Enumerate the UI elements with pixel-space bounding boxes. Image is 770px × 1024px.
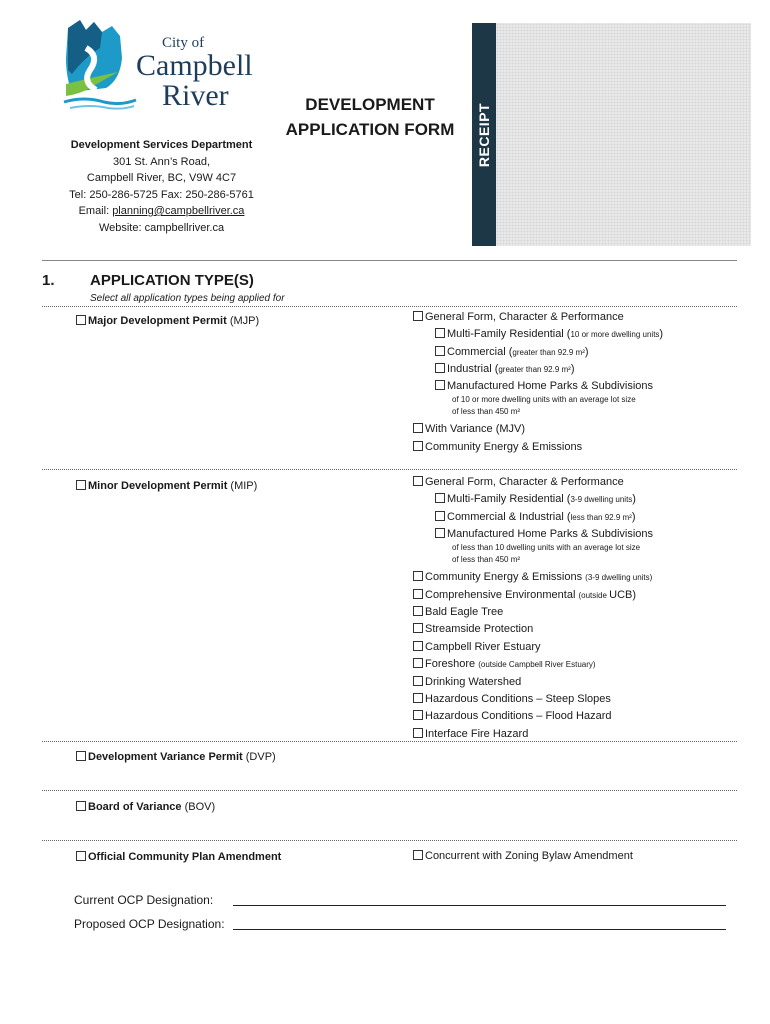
section-number: 1. <box>42 272 55 289</box>
option-label: Multi-Family Residential ( <box>447 493 571 505</box>
mip-opt-dw[interactable] <box>413 675 521 689</box>
mip-opt-sp[interactable] <box>413 622 533 636</box>
checkbox-icon[interactable] <box>413 658 423 668</box>
ocp-opt-concurrent[interactable] <box>413 849 633 863</box>
option-detail: 10 or more dwelling units <box>570 330 660 339</box>
current-ocp-label: Current OCP Designation: <box>74 893 214 907</box>
checkbox-icon[interactable] <box>413 423 423 433</box>
checkbox-icon[interactable] <box>413 850 423 860</box>
mip-opt-hss[interactable] <box>413 692 611 706</box>
logo-mark-icon <box>60 18 140 114</box>
option-detail: (outside Campbell River Estuary) <box>478 660 596 669</box>
logo-text-city-of: City of <box>162 35 205 51</box>
mip-opt-mfr[interactable] <box>435 492 636 507</box>
email-link[interactable]: planning@campbellriver.ca <box>112 205 245 217</box>
option-detail: greater than 92.9 m² <box>498 365 571 374</box>
form-title-line-1: DEVELOPMENT <box>305 95 435 114</box>
checkbox-icon[interactable] <box>76 315 86 325</box>
checkbox-icon[interactable] <box>76 480 86 490</box>
option-label: Commercial ( <box>447 346 513 358</box>
checkbox-icon[interactable] <box>413 311 423 321</box>
mip-opt-cre[interactable] <box>413 640 541 654</box>
option-label: General Form, Character & Performance <box>425 311 624 323</box>
checkbox-icon[interactable] <box>435 511 445 521</box>
divider <box>42 840 737 841</box>
option-label: Manufactured Home Parks & Subdivisions <box>447 528 654 540</box>
city-logo <box>60 18 270 114</box>
mjp-label: Major Development Permit <box>88 315 227 327</box>
option-label: Drinking Watershed <box>425 676 522 688</box>
section-title: APPLICATION TYPE(S) <box>90 272 254 289</box>
divider <box>42 260 737 261</box>
checkbox-icon[interactable] <box>435 363 445 373</box>
checkbox-icon[interactable] <box>76 801 86 811</box>
option-label-end: ) <box>570 363 575 375</box>
current-ocp-input[interactable] <box>233 905 726 906</box>
option-detail: greater than 92.9 m² <box>512 348 585 357</box>
mip-code: (MIP) <box>227 480 258 492</box>
checkbox-icon[interactable] <box>413 606 423 616</box>
option-detail: (outside <box>578 591 610 600</box>
mjp-mhp-note-2: of less than 450 m² <box>452 407 521 416</box>
checkbox-icon[interactable] <box>413 693 423 703</box>
checkbox-icon[interactable] <box>413 710 423 720</box>
checkbox-icon[interactable] <box>413 571 423 581</box>
mip-opt-ifh[interactable] <box>413 727 528 741</box>
ocp-checkbox[interactable] <box>76 850 281 864</box>
department-info <box>60 137 263 236</box>
mjp-opt-mhp[interactable] <box>435 379 653 393</box>
checkbox-icon[interactable] <box>76 751 86 761</box>
receipt-label: RECEIPT <box>476 102 492 167</box>
mip-opt-bet[interactable] <box>413 605 503 619</box>
option-label-end: ) <box>659 328 664 340</box>
ocp-label: Official Community Plan Amendment <box>88 851 282 863</box>
option-label-end: UCB) <box>609 589 637 601</box>
dvp-label: Development Variance Permit <box>88 751 243 763</box>
email-line <box>60 203 263 220</box>
checkbox-icon[interactable] <box>435 380 445 390</box>
option-label: Commercial & Industrial ( <box>447 511 571 523</box>
mip-opt-mhp[interactable] <box>435 527 653 541</box>
checkbox-icon[interactable] <box>435 493 445 503</box>
option-detail: (3-9 dwelling units) <box>585 573 653 582</box>
checkbox-icon[interactable] <box>413 589 423 599</box>
department-name: Development Services Department <box>70 139 253 151</box>
mip-opt-ce[interactable] <box>413 588 636 603</box>
proposed-ocp-input[interactable] <box>233 929 726 930</box>
option-label: Streamside Protection <box>425 623 534 635</box>
section-subtitle: Select all application types being applied for <box>90 293 285 304</box>
option-label: Comprehensive Environmental <box>425 589 579 601</box>
checkbox-icon[interactable] <box>413 641 423 651</box>
option-label: Hazardous Conditions – Steep Slopes <box>425 693 611 705</box>
dvp-checkbox[interactable] <box>76 750 276 764</box>
mip-mhp-note-1: of less than 10 dwelling units with an average lot size <box>452 543 641 552</box>
option-label: General Form, Character & Performance <box>425 476 624 488</box>
receipt-bar <box>472 23 496 246</box>
option-label: Manufactured Home Parks & Subdivisions <box>447 380 654 392</box>
mjp-code: (MJP) <box>226 315 260 327</box>
checkbox-icon[interactable] <box>413 623 423 633</box>
form-title <box>280 92 460 142</box>
mjp-opt-cee[interactable] <box>413 440 582 454</box>
option-label: Community Energy & Emissions <box>425 571 586 583</box>
mjp-opt-gfcp[interactable] <box>413 310 624 324</box>
receipt-area <box>496 23 751 246</box>
option-label: Bald Eagle Tree <box>425 606 504 618</box>
checkbox-icon[interactable] <box>435 346 445 356</box>
option-label: Campbell River Estuary <box>425 641 541 653</box>
logo-text-river: River <box>162 79 229 112</box>
divider <box>42 306 737 307</box>
checkbox-icon[interactable] <box>435 528 445 538</box>
option-label: Community Energy & Emissions <box>425 441 583 453</box>
option-label: Concurrent with Zoning Bylaw Amendment <box>425 850 633 862</box>
mip-mhp-note-2: of less than 450 m² <box>452 555 521 564</box>
address-line-1: 301 St. Ann’s Road, <box>112 155 211 168</box>
mjp-opt-mfr[interactable] <box>435 327 663 342</box>
mip-opt-hfh[interactable] <box>413 709 612 723</box>
mjp-opt-commercial[interactable] <box>435 345 589 360</box>
phone-fax: Tel: 250-286-5725 Fax: 250-286-5761 <box>69 188 254 201</box>
option-label: Hazardous Conditions – Flood Hazard <box>425 710 612 722</box>
option-label: Industrial ( <box>447 363 499 375</box>
option-label: With Variance (MJV) <box>425 423 526 435</box>
bov-checkbox[interactable] <box>76 800 215 814</box>
mjp-checkbox[interactable] <box>76 314 259 328</box>
bov-label: Board of Variance <box>88 801 182 813</box>
option-label-end: ) <box>584 346 589 358</box>
mjp-opt-variance[interactable] <box>413 422 525 436</box>
proposed-ocp-label: Proposed OCP Designation: <box>74 917 225 931</box>
dvp-code: (DVP) <box>242 751 276 763</box>
option-label: Interface Fire Hazard <box>425 728 529 740</box>
address-line-2: Campbell River, BC, V9W 4C7 <box>86 172 237 184</box>
checkbox-icon[interactable] <box>435 328 445 338</box>
checkbox-icon[interactable] <box>413 441 423 451</box>
mip-opt-ci[interactable] <box>435 510 636 525</box>
mjp-mhp-note-1: of 10 or more dwelling units with an average lot size <box>452 395 636 404</box>
mip-opt-fs[interactable] <box>413 657 596 672</box>
divider <box>42 469 737 470</box>
email-label: Email: <box>78 205 113 217</box>
form-title-line-2: APPLICATION FORM <box>285 120 455 139</box>
checkbox-icon[interactable] <box>413 476 423 486</box>
mip-opt-gfcp[interactable] <box>413 475 624 489</box>
website-line: Website: campbellriver.ca <box>98 221 225 234</box>
bov-code: (BOV) <box>181 801 216 813</box>
mip-label: Minor Development Permit <box>88 480 228 492</box>
mip-opt-cee[interactable] <box>413 570 652 585</box>
checkbox-icon[interactable] <box>413 676 423 686</box>
checkbox-icon[interactable] <box>76 851 86 861</box>
divider <box>42 741 737 742</box>
checkbox-icon[interactable] <box>413 728 423 738</box>
mip-checkbox[interactable] <box>76 479 257 493</box>
divider <box>42 790 737 791</box>
option-detail: 3-9 dwelling units <box>570 495 633 504</box>
option-label: Foreshore <box>425 658 479 670</box>
option-label-end: ) <box>632 493 636 505</box>
mjp-opt-industrial[interactable] <box>435 362 575 377</box>
option-label-end: ) <box>631 511 636 523</box>
logo-text-campbell: Campbell <box>136 49 253 82</box>
option-detail: less than 92.9 m² <box>570 513 632 522</box>
option-label: Multi-Family Residential ( <box>447 328 571 340</box>
